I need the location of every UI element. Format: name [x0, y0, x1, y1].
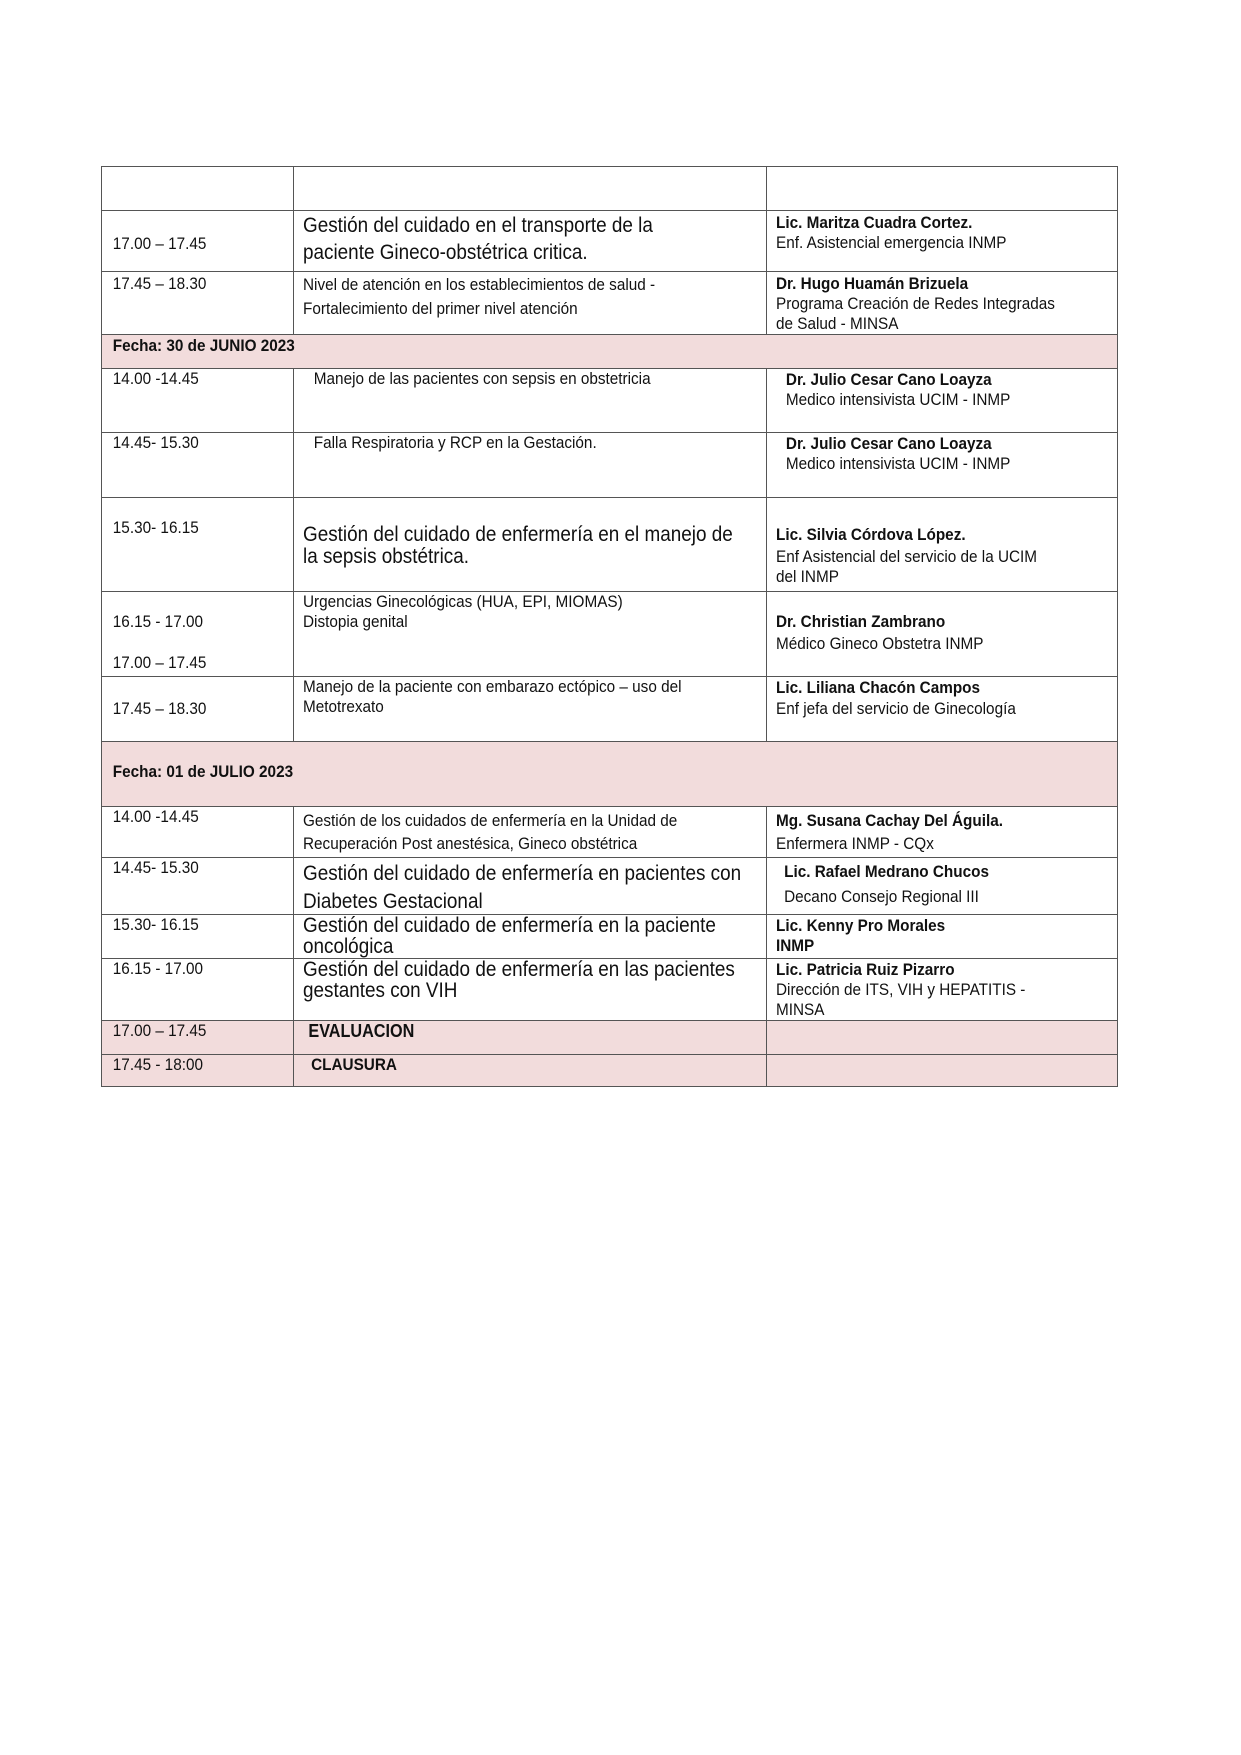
date-cell [102, 335, 1118, 369]
speaker-cell [766, 915, 1117, 959]
speaker-cell [766, 211, 1117, 272]
time-cell [102, 807, 294, 858]
speaker-role: de Salud - MINSA [775, 314, 899, 333]
activity-cell [294, 1055, 766, 1087]
empty-cell [766, 1021, 1117, 1055]
time-text: 15.30- 16.15 [112, 915, 199, 934]
empty-cell [294, 167, 766, 211]
time-cell [102, 211, 294, 272]
date-cell [102, 742, 1118, 807]
topic-line: Manejo de las pacientes con sepsis en obstetricia [313, 369, 651, 388]
speaker-cell [766, 369, 1117, 433]
topic-line: Gestión del cuidado de enfermería en pacientes con [303, 862, 742, 885]
topic-cell [294, 211, 766, 272]
speaker-name: Lic. Liliana Chacón Campos [775, 678, 980, 697]
time-cell [102, 858, 294, 915]
speaker-role: Medico intensivista UCIM - INMP [785, 454, 1010, 473]
time-text: 17.45 – 18.30 [112, 274, 207, 293]
time-cell [102, 498, 294, 592]
table-row [102, 807, 1118, 858]
topic-cell [294, 858, 766, 915]
table-row [102, 272, 1118, 335]
speaker-affiliation: INMP [775, 936, 814, 955]
speaker-role: Decano Consejo Regional III [783, 887, 979, 906]
topic-line: paciente Gineco-obstétrica critica. [303, 241, 588, 264]
speaker-role: Medico intensivista UCIM - INMP [785, 390, 1010, 409]
speaker-role: Enf Asistencial del servicio de la UCIM [775, 547, 1037, 566]
speaker-name: Lic. Rafael Medrano Chucos [783, 862, 989, 881]
closing-row-evaluacion [102, 1021, 1118, 1055]
table-row [102, 677, 1118, 742]
topic-line: Distopia genital [303, 612, 408, 631]
time-text: 14.00 -14.45 [112, 369, 199, 388]
topic-cell [294, 677, 766, 742]
time-text: 16.15 - 17.00 [112, 612, 203, 631]
topic-cell [294, 369, 766, 433]
topic-line: Falla Respiratoria y RCP en la Gestación. [313, 433, 597, 452]
topic-line: Gestión del cuidado en el transporte de la [303, 214, 654, 237]
topic-cell [294, 433, 766, 498]
topic-line: la sepsis obstétrica. [303, 545, 470, 568]
date-label: Fecha: 30 de JUNIO 2023 [112, 336, 295, 355]
time-text: 15.30- 16.15 [112, 518, 199, 537]
table-row [102, 858, 1118, 915]
topic-cell [294, 272, 766, 335]
topic-cell [294, 915, 766, 959]
topic-line: Fortalecimiento del primer nivel atención [303, 299, 578, 318]
time-cell [102, 1055, 294, 1087]
speaker-name: Lic. Silvia Córdova López. [775, 525, 966, 544]
table-row [102, 369, 1118, 433]
speaker-role: Enf. Asistencial emergencia INMP [775, 233, 1007, 252]
table-row [102, 959, 1118, 1021]
time-cell [102, 1021, 294, 1055]
topic-line: Diabetes Gestacional [303, 890, 483, 913]
speaker-cell [766, 959, 1117, 1021]
topic-line: Recuperación Post anestésica, Gineco obstétrica [303, 834, 638, 853]
topic-line: Gestión de los cuidados de enfermería en la Unidad de [303, 811, 678, 830]
topic-line: Gestión del cuidado de enfermería en el manejo de [303, 523, 733, 546]
date-row [102, 335, 1118, 369]
speaker-name: Dr. Julio Cesar Cano Loayza [785, 370, 992, 389]
speaker-cell [766, 272, 1117, 335]
time-cell [102, 592, 294, 677]
table-row [102, 915, 1118, 959]
time-text: 17.45 – 18.30 [112, 699, 207, 718]
time-text: 14.45- 15.30 [112, 858, 199, 877]
topic-cell [294, 807, 766, 858]
time-cell [102, 959, 294, 1021]
speaker-cell [766, 498, 1117, 592]
program-schedule-table [101, 166, 1118, 1087]
time-cell [102, 915, 294, 959]
speaker-role: Dirección de ITS, VIH y HEPATITIS - [775, 980, 1026, 999]
topic-line: Nivel de atención en los establecimientos de salud - [303, 275, 656, 294]
time-text: 17.00 – 17.45 [112, 1021, 207, 1040]
topic-cell [294, 498, 766, 592]
activity-label: CLAUSURA [311, 1055, 398, 1074]
speaker-name: Dr. Hugo Huamán Brizuela [775, 274, 968, 293]
speaker-cell [766, 592, 1117, 677]
topic-line: Metotrexato [303, 697, 384, 716]
time-cell [102, 272, 294, 335]
topic-line: Gestión del cuidado de enfermería en las pacientes [303, 958, 736, 981]
topic-cell [294, 959, 766, 1021]
table-row [102, 433, 1118, 498]
activity-label: EVALUACION [308, 1021, 415, 1041]
speaker-role: Enf jefa del servicio de Ginecología [775, 699, 1016, 718]
empty-cell [102, 167, 294, 211]
time-text: 14.00 -14.45 [112, 807, 199, 826]
empty-cell [766, 167, 1117, 211]
table-row [102, 211, 1118, 272]
activity-cell [294, 1021, 766, 1055]
table-row [102, 498, 1118, 592]
empty-cell [766, 1055, 1117, 1087]
speaker-name: Mg. Susana Cachay Del Águila. [775, 811, 1003, 830]
time-cell [102, 369, 294, 433]
time-cell [102, 677, 294, 742]
speaker-name: Dr. Christian Zambrano [775, 612, 945, 631]
speaker-cell [766, 433, 1117, 498]
speaker-name: Lic. Kenny Pro Morales [775, 916, 945, 935]
speaker-role: del INMP [775, 567, 839, 586]
time-cell [102, 433, 294, 498]
time-text: 16.15 - 17.00 [112, 959, 203, 978]
speaker-name: Dr. Julio Cesar Cano Loayza [785, 434, 992, 453]
speaker-role: Médico Gineco Obstetra INMP [775, 634, 984, 653]
topic-line: Gestión del cuidado de enfermería en la paciente [303, 914, 717, 937]
time-text: 17.00 – 17.45 [112, 234, 207, 253]
topic-line: Manejo de la paciente con embarazo ectópico – uso del [303, 677, 682, 696]
topic-cell [294, 592, 766, 677]
speaker-role: MINSA [775, 1000, 825, 1019]
table-row [102, 592, 1118, 677]
speaker-cell [766, 807, 1117, 858]
topic-line: gestantes con VIH [303, 979, 458, 1002]
table-row-empty [102, 167, 1118, 211]
topic-line: oncológica [303, 935, 394, 958]
speaker-cell [766, 858, 1117, 915]
speaker-cell [766, 677, 1117, 742]
date-row [102, 742, 1118, 807]
time-text-secondary: 17.00 – 17.45 [112, 653, 207, 672]
topic-line: Urgencias Ginecológicas (HUA, EPI, MIOMAS) [303, 592, 623, 611]
speaker-role: Enfermera INMP - CQx [775, 834, 934, 853]
time-text: 17.45 - 18:00 [112, 1055, 203, 1074]
speaker-name: Lic. Maritza Cuadra Cortez. [775, 213, 973, 232]
speaker-role: Programa Creación de Redes Integradas [775, 294, 1055, 313]
speaker-name: Lic. Patricia Ruiz Pizarro [775, 960, 955, 979]
date-label: Fecha: 01 de JULIO 2023 [112, 762, 294, 781]
closing-row-clausura [102, 1055, 1118, 1087]
time-text: 14.45- 15.30 [112, 433, 199, 452]
